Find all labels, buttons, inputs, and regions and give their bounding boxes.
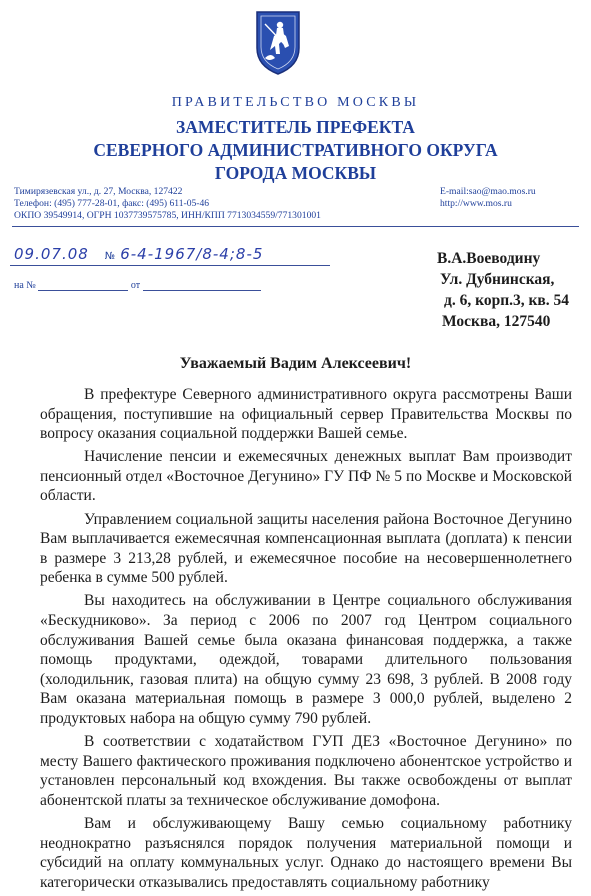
- website-link[interactable]: http://www.mos.ru: [440, 198, 512, 209]
- recipient-city: Москва, 127540: [442, 313, 551, 330]
- contact-block-left: [14, 186, 321, 222]
- ref-date-blank: [143, 281, 261, 291]
- recipient-street: Ул. Дубнинская,: [440, 271, 555, 288]
- ref-date-label: от: [130, 280, 141, 291]
- recipient-name: В.А.Воеводину: [437, 250, 541, 267]
- registration-underline: [10, 265, 330, 266]
- registration-date: 09.07.08: [14, 245, 89, 263]
- recipient-building: д. 6, корп.3, кв. 54: [444, 292, 570, 309]
- office-title-line-1: ЗАМЕСТИТЕЛЬ ПРЕФЕКТА: [176, 117, 415, 137]
- number-label: №: [104, 251, 117, 262]
- reference-line: [14, 280, 261, 291]
- paragraph: В префектуре Северного административного округа рассмотрены Ваши обращения, поступившие на официальный сервер Правительства Москвы по вопросу оказания социальной поддержки Вашей семье.: [40, 386, 572, 443]
- paragraph: Управлением социальной защиты населения района Восточное Дегунино Вам выплачивается ежемесячная компенсационная выплата (доплата) к пенсии в размере 3 213,28 рублей, и ежемесячное пособие на несовершеннолетнего ребенка в сумме 500 рублей.: [40, 510, 572, 587]
- contact-block-right: [440, 186, 536, 210]
- header-divider: [12, 226, 579, 227]
- paragraph: Вы находитесь на обслуживании в Центре социального обслуживания «Бескудниково». За период с 2006 по 2007 год Центром социального обслуживания Вашей семье была оказана финансовая поддержка, а также помощь продуктами, одеждой, товарами длительного пользования (холодильник, газовая плита) на общую сумму 23 698, 3 рублей. В 2008 году Вам оказана материальная помощь в размере 3 000,0 рублей, выделено 2 продуктовых набора на общую сумму 790 рублей.: [40, 592, 572, 727]
- registry-codes-line: ОКПО 39549914, ОГРН 1037739575785, ИНН/КПП 7713034559/771301001: [14, 210, 321, 221]
- registration-number: 6-4-1967/8-4;8-5: [120, 245, 264, 263]
- office-title-line-3: ГОРОДА МОСКВЫ: [214, 163, 377, 183]
- paragraph: Вам и обслуживающему Вашу семью социальному работнику неоднократно разъяснялся порядок получения материальной помощи и субсидий на оплату коммунальных услуг. Однако до настоящего времени Вы категорически отказывались предоставлять социальному работнику: [40, 814, 572, 891]
- registration-stamp: [14, 245, 263, 263]
- recipient-address: [437, 248, 569, 332]
- moscow-coat-of-arms-icon: [253, 8, 303, 76]
- salutation: Уважаемый Вадим Алексеевич!: [179, 355, 412, 372]
- address-line: Тимирязевская ул., д. 27, Москва, 127422: [14, 186, 183, 197]
- paragraph: В соответствии с ходатайством ГУП ДЕЗ «Восточное Дегунино» по месту Вашего фактического проживания подключено абонентское устройство и установлен персональный код вхождения. Вы также освобождены от выплат абонентской платы за техническое обслуживание домофона.: [40, 733, 572, 809]
- paragraph: Начисление пенсии и ежемесячных денежных выплат Вам производит пенсионный отдел «Восточное Дегунино» ГУ ПФ № 5 по Москве и Московской области.: [40, 448, 572, 505]
- government-title: ПРАВИТЕЛЬСТВО МОСКВЫ: [171, 95, 420, 110]
- letter-body: [40, 385, 572, 896]
- ref-number-label: на №: [14, 280, 36, 291]
- office-title-line-2: СЕВЕРНОГО АДМИНИСТРАТИВНОГО ОКРУГА: [93, 140, 498, 160]
- email-link[interactable]: E-mail:sao@mao.mos.ru: [440, 186, 536, 197]
- ref-number-blank: [38, 281, 128, 291]
- phone-line: Телефон: (495) 777-28-01, факс: (495) 611-05-46: [14, 198, 210, 209]
